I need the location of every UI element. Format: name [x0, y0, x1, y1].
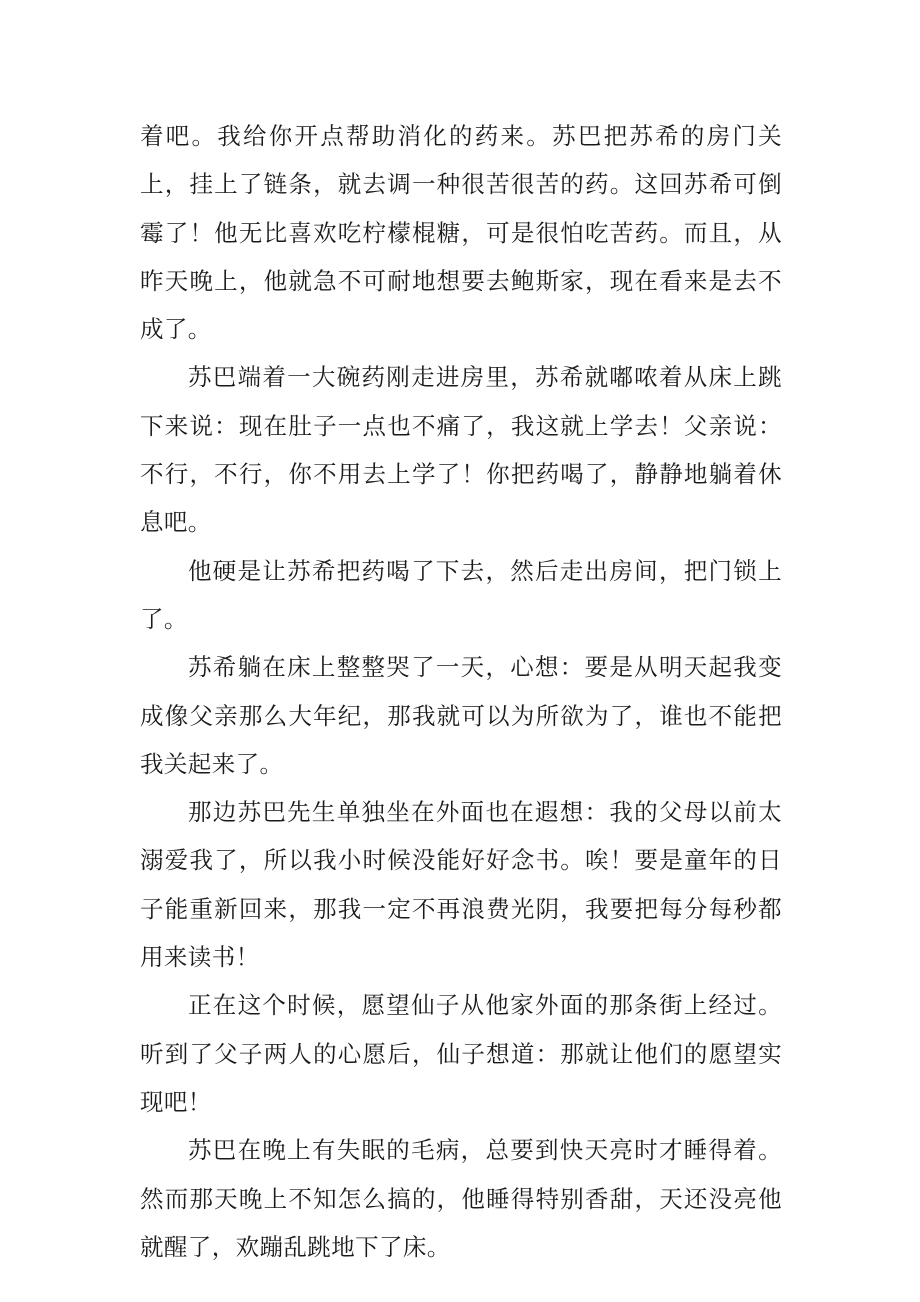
paragraph-2: 苏巴端着一大碗药刚走进房里，苏希就嘟哝着从床上跳下来说：现在肚子一点也不痛了，我这就上学去！父亲说：不行，不行，你不用去上学了！你把药喝了，静静地躺着休息吧。	[140, 363, 782, 537]
paragraph-1: 着吧。我给你开点帮助消化的药来。苏巴把苏希的房门关上，挂上了链条，就去调一种很苦很苦的药。这回苏希可倒霉了！他无比喜欢吃柠檬棍糖，可是很怕吃苦药。而且，从昨天晚上，他就急不可耐地想要去鲍斯家，现在看来是去不成了。	[140, 122, 782, 344]
paragraph-3: 他硬是让苏希把药喝了下去，然后走出房间，把门锁上了。	[140, 556, 782, 633]
paragraph-7: 苏巴在晚上有失眠的毛病，总要到快天亮时才睡得着。然而那天晚上不知怎么搞的，他睡得特别香甜，天还没亮他就醒了，欢蹦乱跳地下了床。	[140, 1136, 782, 1261]
paragraph-6: 正在这个时候，愿望仙子从他家外面的那条街上经过。听到了父子两人的心愿后，仙子想道：那就让他们的愿望实现吧！	[140, 991, 782, 1116]
document-page	[140, 112, 782, 1271]
paragraph-4: 苏希躺在床上整整哭了一天，心想：要是从明天起我变成像父亲那么大年纪，那我就可以为所欲为了，谁也不能把我关起来了。	[140, 653, 782, 778]
paragraph-5: 那边苏巴先生单独坐在外面也在遐想：我的父母以前太溺爱我了，所以我小时候没能好好念书。唉！要是童年的日子能重新回来，那我一定不再浪费光阴，我要把每分每秒都用来读书！	[140, 798, 782, 972]
